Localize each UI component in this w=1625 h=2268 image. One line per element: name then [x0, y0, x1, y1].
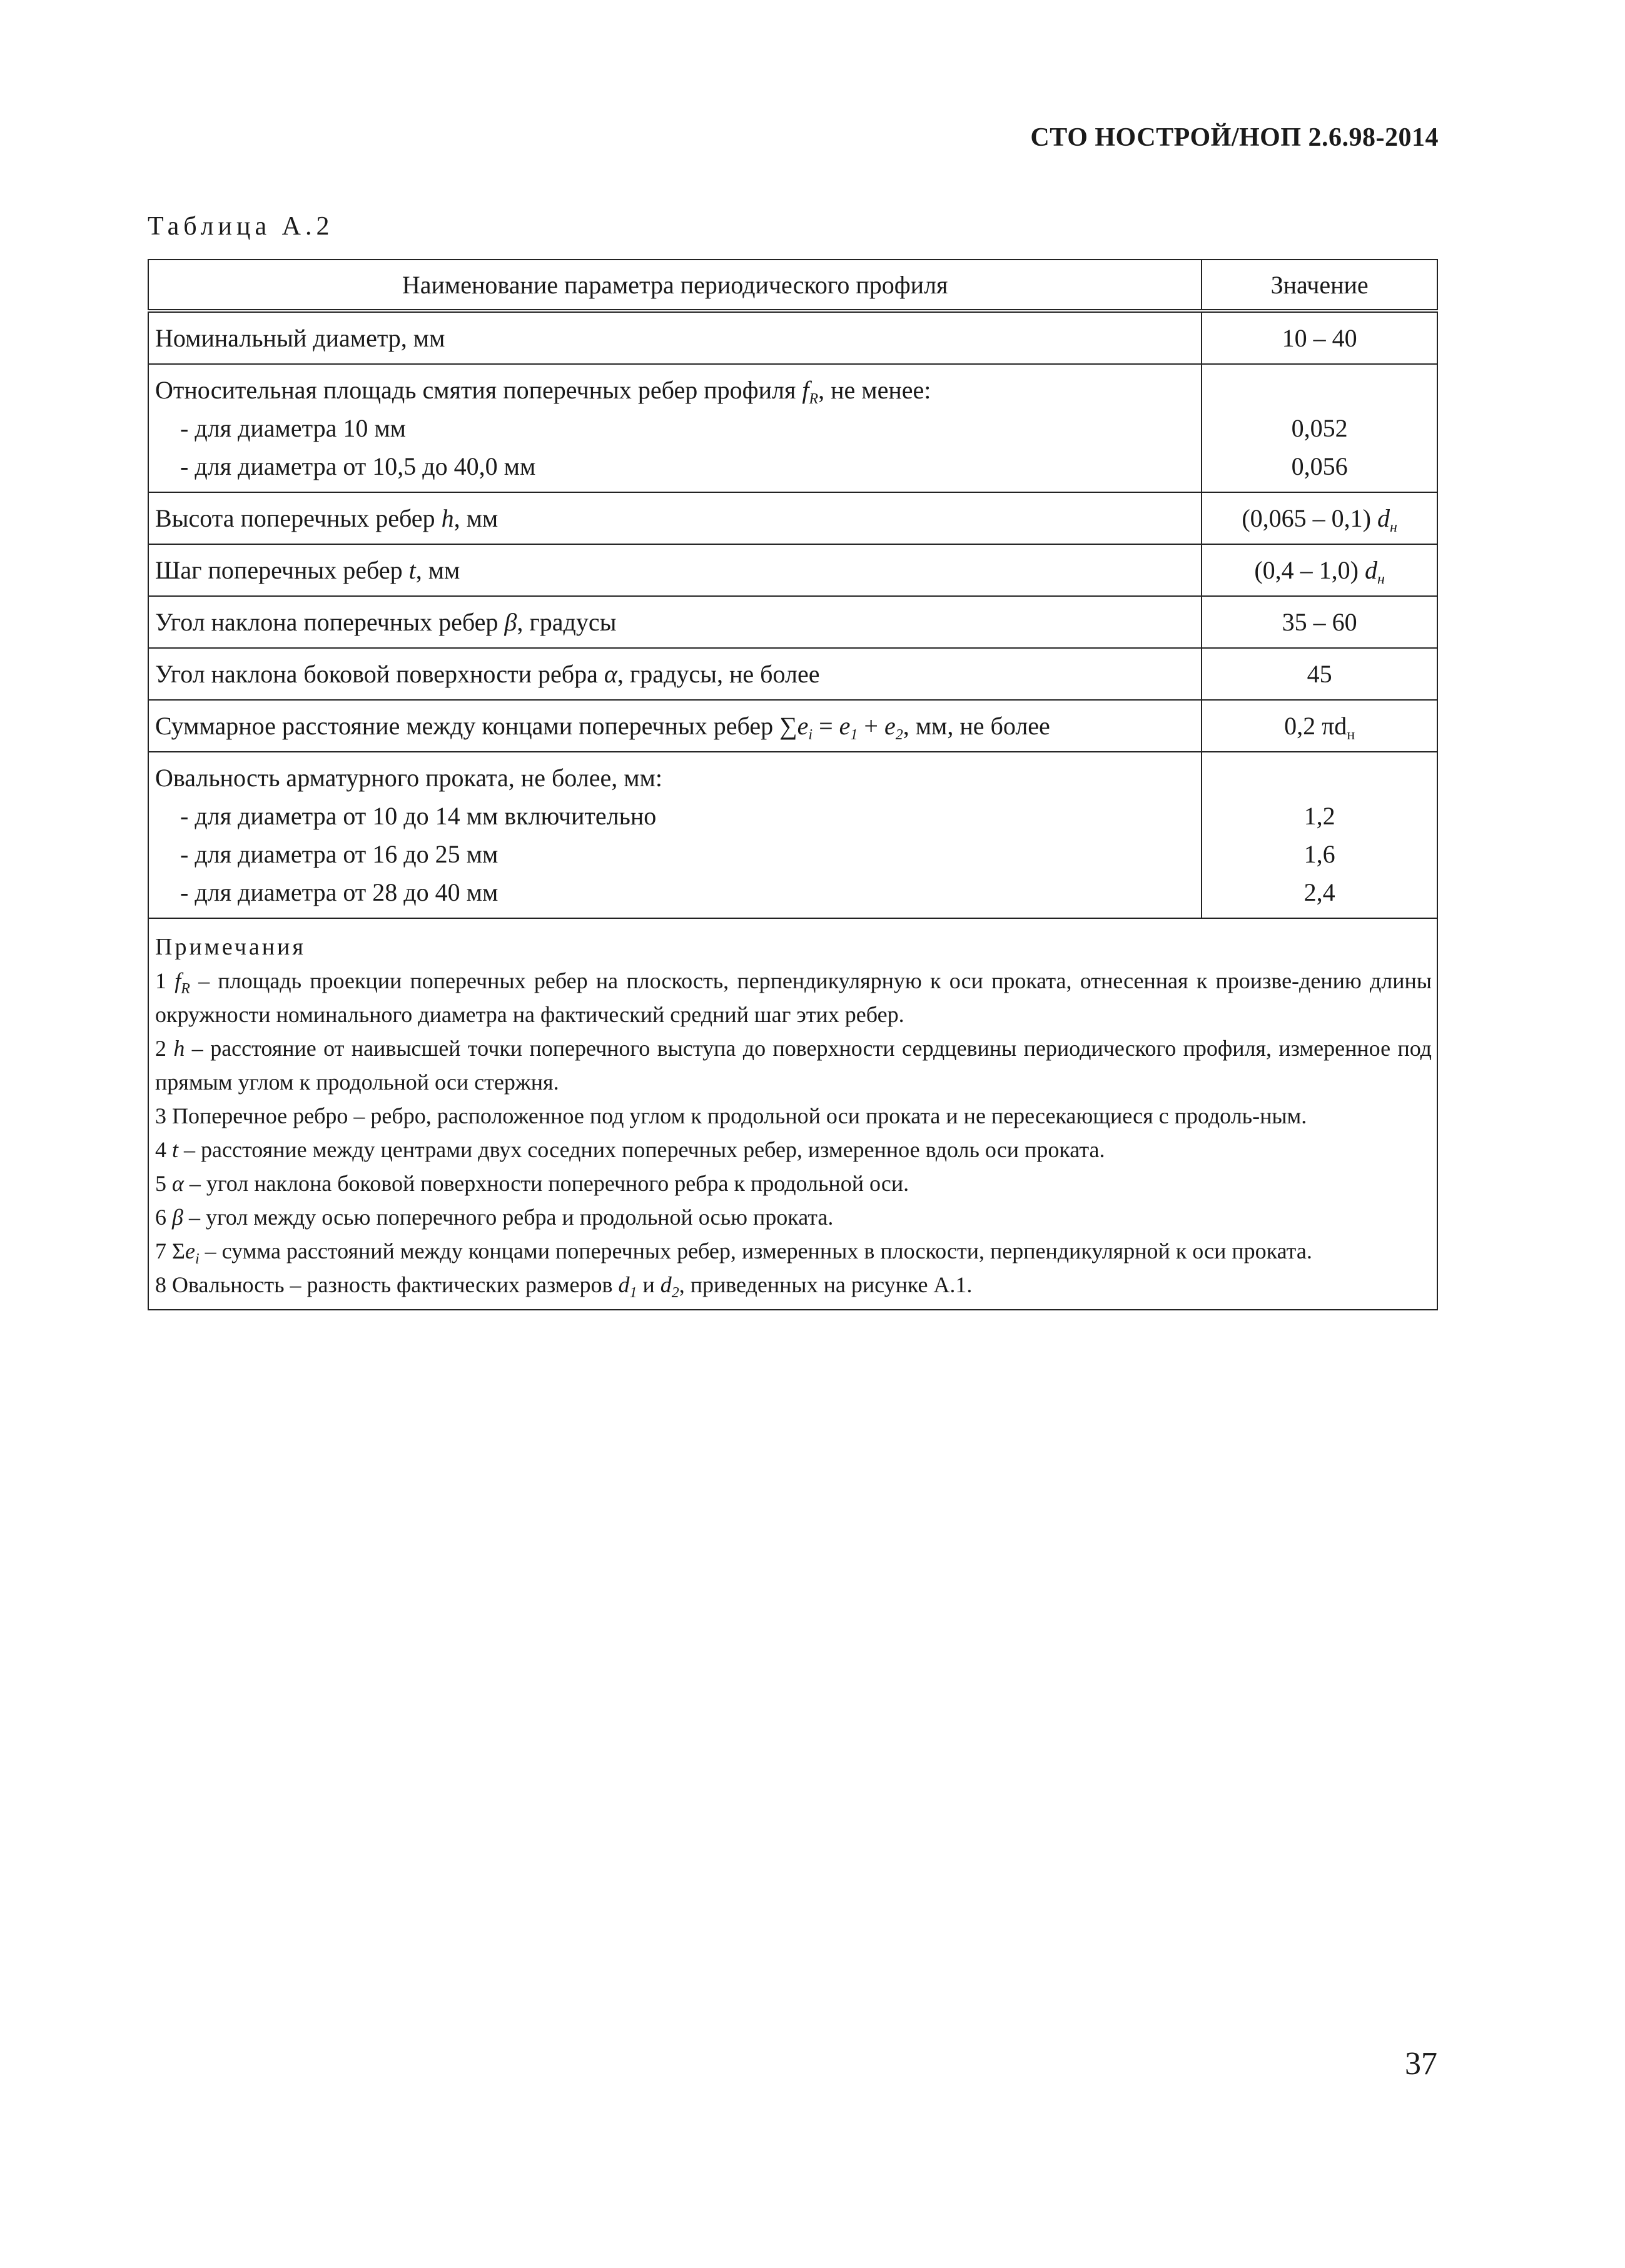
- note-item: 6 β – угол между осью поперечного ребра и продольной осью проката.: [155, 1205, 834, 1230]
- param-name: Относительная площадь смятия поперечных ребер профиля $f_R$, не менее: - для диаметра 10 мм - для диаметра от 10,5 до 40,0 мм: [148, 364, 1202, 492]
- table-row: [148, 752, 1437, 918]
- param-value: (0,4 – 1,0) $d_н$: [1202, 544, 1437, 596]
- param-value: 0,052 0,056: [1202, 364, 1437, 492]
- table-row: [148, 544, 1437, 596]
- table-row: [148, 648, 1437, 700]
- table-header-row: [148, 260, 1437, 311]
- param-value: 45: [1202, 648, 1437, 700]
- param-subitem: - для диаметра от 28 до 40 мм: [180, 878, 499, 906]
- note-item: 7 $\Sigma e_i$ – сумма расстояний между концами поперечных ребер, измеренных в плоскости, перпендикулярной к оси проката.: [155, 1238, 1312, 1267]
- note-item: 3 Поперечное ребро – ребро, расположенное под углом к продольной оси проката и не пересекающиеся с продоль-ным.: [155, 1103, 1307, 1128]
- param-name: Шаг поперечных ребер t, мм: [148, 544, 1202, 596]
- param-subitem: - для диаметра от 16 до 25 мм: [180, 840, 499, 868]
- param-subitem: - для диаметра от 10,5 до 40,0 мм: [180, 452, 536, 480]
- param-value: (0,065 – 0,1) $d_н$: [1202, 492, 1437, 544]
- note-item: 1 $f_R$ – площадь проекции поперечных ребер на плоскость, перпендикулярную к оси проката, отнесенная к произве-дению длины окружности номинального диаметра на фактический средний шаг этих ребер.: [155, 968, 1432, 1027]
- param-value: 35 – 60: [1202, 596, 1437, 648]
- notes-cell: [148, 918, 1437, 1310]
- note-item: 2 h – расстояние от наивысшей точки поперечного выступа до поверхности сердцевины периодического профиля, измеренное под прямым углом к продольной оси стержня.: [155, 1036, 1432, 1095]
- page-number: 37: [1405, 2046, 1437, 2082]
- param-subitem: - для диаметра 10 мм: [180, 414, 406, 442]
- table-caption: Таблица А.2: [148, 212, 334, 241]
- notes-title: Примечания: [155, 934, 306, 960]
- param-name: Высота поперечных ребер h, мм: [148, 492, 1202, 544]
- note-item: 8 Овальность – разность фактических размеров $d_1$ и $d_2$, приведенных на рисунке А.1.: [155, 1272, 973, 1301]
- parameters-table: [148, 259, 1438, 1310]
- param-value: 1,2 1,6 2,4: [1202, 752, 1437, 918]
- notes-row: [148, 918, 1437, 1310]
- table-row: [148, 311, 1437, 364]
- param-value: 0,2 $\pi d_н$: [1202, 700, 1437, 752]
- table-row: [148, 596, 1437, 648]
- note-item: 5 α – угол наклона боковой поверхности поперечного ребра к продольной оси.: [155, 1171, 909, 1196]
- param-name: Угол наклона поперечных ребер β, градусы: [148, 596, 1202, 648]
- param-name: Суммарное расстояние между концами поперечных ребер $\sum e_i = e_1 + e_2$, мм, не более: [148, 700, 1202, 752]
- param-name: Номинальный диаметр, мм: [148, 311, 1202, 364]
- document-code: СТО НОСТРОЙ/НОП 2.6.98-2014: [1030, 123, 1439, 152]
- table-row: [148, 700, 1437, 752]
- column-header-name: Наименование параметра периодического профиля: [148, 260, 1202, 311]
- param-subitem: - для диаметра от 10 до 14 мм включительно: [180, 802, 657, 830]
- note-item: 4 t – расстояние между центрами двух соседних поперечных ребер, измеренное вдоль оси проката.: [155, 1137, 1105, 1162]
- param-value: 10 – 40: [1202, 311, 1437, 364]
- param-name: Угол наклона боковой поверхности ребра α, градусы, не более: [148, 648, 1202, 700]
- table-row: [148, 364, 1437, 492]
- column-header-value: Значение: [1202, 260, 1437, 311]
- table-row: [148, 492, 1437, 544]
- param-name: Овальность арматурного проката, не более, мм: - для диаметра от 10 до 14 мм включительно - для диаметра от 16 до 25 мм - для диаметра от 28 до 40 мм: [148, 752, 1202, 918]
